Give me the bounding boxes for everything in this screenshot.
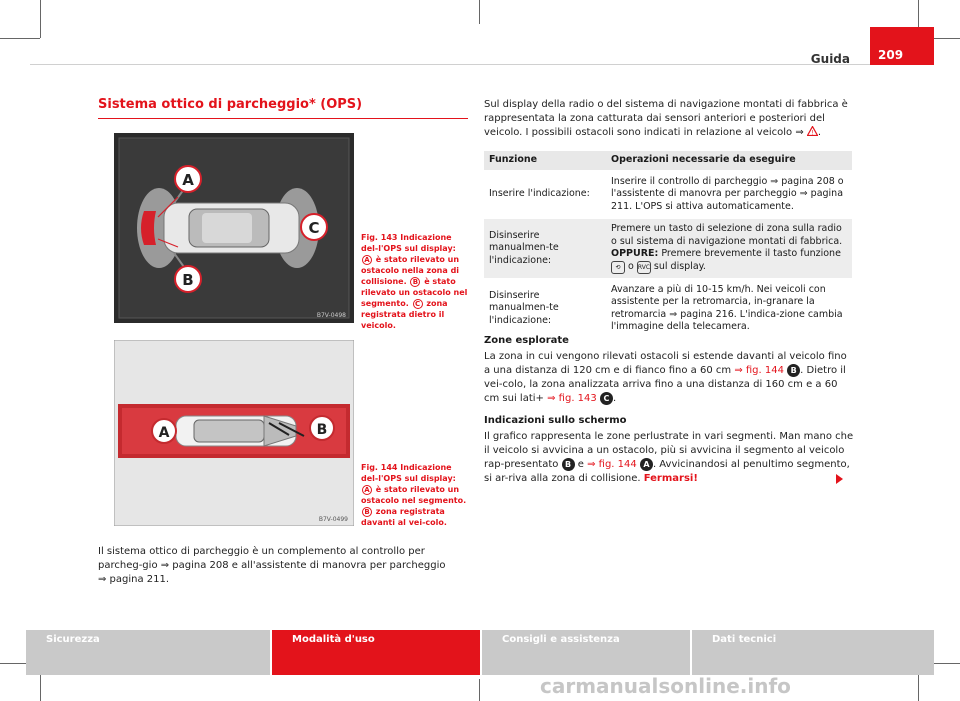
footer-tab-label: Consigli e assistenza (502, 634, 620, 645)
table-header-row (484, 151, 852, 171)
table-cell-function: Disinserire manualmen-te l'indicazione: (484, 279, 606, 338)
fig143-code: B7V-0498 (316, 312, 346, 319)
fig144-caption (361, 462, 469, 528)
crop-mark (479, 0, 480, 24)
header-rule (30, 64, 930, 65)
screen-badge-a: A (640, 458, 653, 471)
zone-badge-b: B (787, 364, 800, 377)
intro-text1: Il sistema ottico di parcheggio è un complemento al controllo per parcheg-gio ⇒ pagina 208 e all'assistente di manovra per parcheggio (98, 546, 446, 571)
fig143-caption-text4: zona registrata dietro il veicolo. (361, 299, 448, 330)
row2-text1: Premere un tasto di selezione di zona sulla radio o sul sistema di navigazione montati di fabbrica. (611, 223, 843, 247)
screen-heading: Indicazioni sullo schermo (484, 415, 627, 426)
table-header-cell: Funzione (484, 151, 606, 171)
row2-oppure: OPPURE: (611, 248, 659, 259)
fig143-caption-label: Fig. 143 (361, 233, 398, 242)
footer-tab-consigli[interactable] (482, 630, 690, 675)
fig143-caption-text2: è stato rilevato un ostacolo nella zona di collisione. (361, 255, 460, 286)
figure-143 (114, 133, 354, 323)
table-row (484, 279, 852, 338)
table-cell-operations: Inserire il controllo di parcheggio ⇒ pagina 208 o l'assistente di manovra per parcheggio ⇒ pagina 211. L'OPS si attiva automaticamente. (606, 171, 852, 219)
intro-paragraph (98, 545, 468, 587)
right-intro: Sul display della radio o del sistema di navigazione montati di fabbrica è rappresentata la zona catturata dai sensori anteriori e posteriori del veicolo. I possibili ostacoli sono indicati in relazione al veicolo ⇒ ! . (484, 99, 848, 138)
table-cell-function: Disinserire manualmen-te l'indicazione: (484, 218, 606, 279)
section-title: Sistema ottico di parcheggio* (OPS) (98, 97, 363, 112)
footer-tab-label: Dati tecnici (712, 634, 777, 645)
screen-badge-b: B (562, 458, 575, 471)
fig144-caption-text1: Indicazione del-l'OPS sul display: (361, 463, 456, 483)
zone-paragraph (484, 350, 854, 406)
fig144-label-b: B (316, 422, 328, 438)
footer-tab-label: Sicurezza (46, 634, 100, 645)
table-row (484, 218, 852, 279)
crop-mark (0, 38, 40, 39)
intro-text2: ⇒ pagina 211. (98, 574, 170, 585)
watermark: carmanualsonline.info (540, 674, 791, 698)
fig144-label-a: A (158, 425, 170, 441)
fig143-label-a: A (182, 171, 194, 189)
page-number: 209 (878, 48, 904, 62)
footer-tab-dati[interactable] (692, 630, 934, 675)
fig143-caption-badge-c: C (413, 299, 423, 309)
zone-badge-c: C (600, 392, 613, 405)
screen-text2: . Avvicinandosi al penultimo segmento, si ar-riva alla zona di collisione. (484, 459, 850, 484)
zone-text1: La zona in cui vengono rilevati ostacoli si estende davanti al veicolo fino a una distanza di 120 cm e di fianco fino a 60 cm (484, 351, 847, 376)
row2-text3: sul display. (653, 260, 706, 272)
warning-icon (807, 126, 818, 136)
crop-mark (479, 679, 480, 701)
figure-144 (114, 340, 354, 526)
fig144-caption-text3: zona registrata davanti al vei-colo. (361, 507, 447, 527)
zone-text3: . (612, 393, 617, 404)
fig144-caption-badge-b: B (362, 507, 372, 517)
function-key-icon: ⟲ (611, 261, 625, 274)
row2-text2: Premere brevemente il tasto funzione (661, 248, 841, 259)
screen-e: e (577, 459, 584, 470)
zone-text2: . Dietro il vei-colo, la zona analizzata arriva fino a una distanza di 160 cm e a 60 cm sui lati+ (484, 365, 846, 404)
zone-heading: Zone esplorate (484, 335, 569, 346)
footer-tab-label: Modalità d'uso (292, 634, 375, 645)
table-cell-function: Inserire l'indicazione: (484, 171, 606, 219)
fig143-caption-text1: Indicazione del-l'OPS sul display: (361, 233, 456, 253)
row2-or: o (628, 260, 634, 272)
fig144-caption-text2: è stato rilevato un ostacolo nel segmento. (361, 485, 467, 505)
fig144-code: B7V-0499 (318, 516, 348, 523)
fig143-label-c: C (308, 219, 320, 237)
screen-paragraph (484, 430, 854, 486)
header-section: Guida (810, 52, 850, 66)
zone-link-fig143[interactable]: ⇒ fig. 143 (547, 393, 597, 404)
fig143-caption-badge-b: B (410, 277, 420, 287)
table-row (484, 171, 852, 219)
fig143-caption-text3: è stato rilevato un ostacolo nel segmento. (361, 277, 468, 308)
right-intro-text: Sul display della radio o del sistema di navigazione montati di fabbrica è rappresentata la zona catturata dai sensori anteriori e posteriori del veicolo. I possibili ostacoli sono indicati in relazione al veicolo ⇒ (484, 99, 848, 138)
screen-stop: Fermarsi! (643, 473, 698, 484)
fig143-caption-badge-a: A (362, 255, 372, 265)
rvc-key: RVC (637, 261, 651, 274)
continue-arrow-icon (836, 474, 843, 484)
operations-table (484, 151, 852, 338)
fig144-caption-label: Fig. 144 (361, 463, 398, 472)
fig144-caption-badge-a: A (362, 485, 372, 495)
table-cell-operations (606, 218, 852, 279)
zone-link-fig144[interactable]: ⇒ fig. 144 (734, 365, 784, 376)
table-header-cell: Operazioni necessarie da eseguire (606, 151, 852, 171)
screen-link-fig144[interactable]: ⇒ fig. 144 (587, 459, 637, 470)
section-rule (98, 118, 468, 119)
table-cell-operations: Avanzare a più di 10-15 km/h. Nei veicoli con assistente per la retromarcia, in-granare la retromarcia ⇒ pagina 216. L'indica-zione cambia l'immagine della telecamera. (606, 279, 852, 338)
footer-tab-sicurezza[interactable] (26, 630, 270, 675)
fig143-label-b: B (182, 271, 194, 289)
svg-text:!: ! (811, 129, 814, 136)
screen-text1: Il grafico rappresenta le zone perlustrate in vari segmenti. Man mano che il veicolo si avvicina a un ostacolo, più si avvicina il segmento al veicolo rap-presentato (484, 431, 854, 470)
fig143-caption (361, 232, 469, 331)
crop-mark (40, 0, 41, 38)
footer-tab-modalita[interactable] (272, 630, 480, 675)
